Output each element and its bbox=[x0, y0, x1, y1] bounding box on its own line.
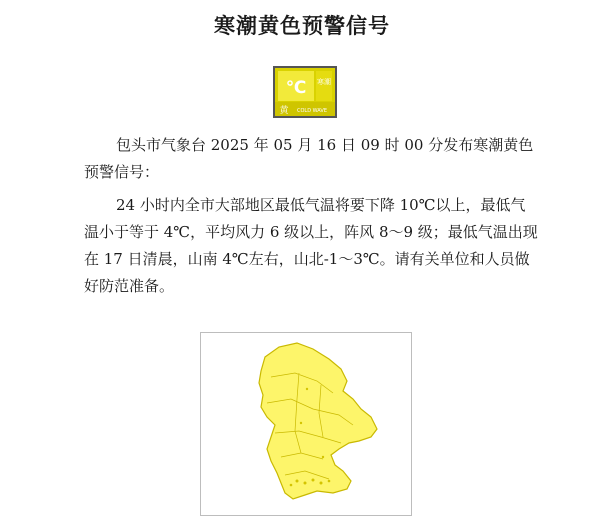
issue-notice: 包头市气象台 2025 年 05 月 16 日 09 时 00 分发布寒潮黄色预警信号： bbox=[84, 136, 534, 181]
cold-wave-icon bbox=[275, 68, 335, 116]
baotou-map bbox=[201, 333, 411, 515]
page-title: 寒潮黄色预警信号 bbox=[214, 14, 390, 38]
warning-area-map bbox=[200, 332, 412, 516]
cold-wave-warning-badge bbox=[273, 66, 337, 118]
warning-details: 24 小时内全市大部地区最低气温将要下降 10℃以上，最低气温小于等于 4℃，平均风力 6 级以上，阵风 8～9 级；最低气温出现在 17 日清晨，山南 4℃左右，山北-1～3℃。请有关单位和人员做好防范准备。 bbox=[84, 196, 538, 295]
badge-color-char: 黄 bbox=[279, 106, 289, 116]
celsius-symbol: ℃ bbox=[285, 78, 307, 98]
badge-english-text: COLD WAVE bbox=[296, 108, 328, 114]
badge-side-text: 寒潮 bbox=[317, 78, 331, 86]
